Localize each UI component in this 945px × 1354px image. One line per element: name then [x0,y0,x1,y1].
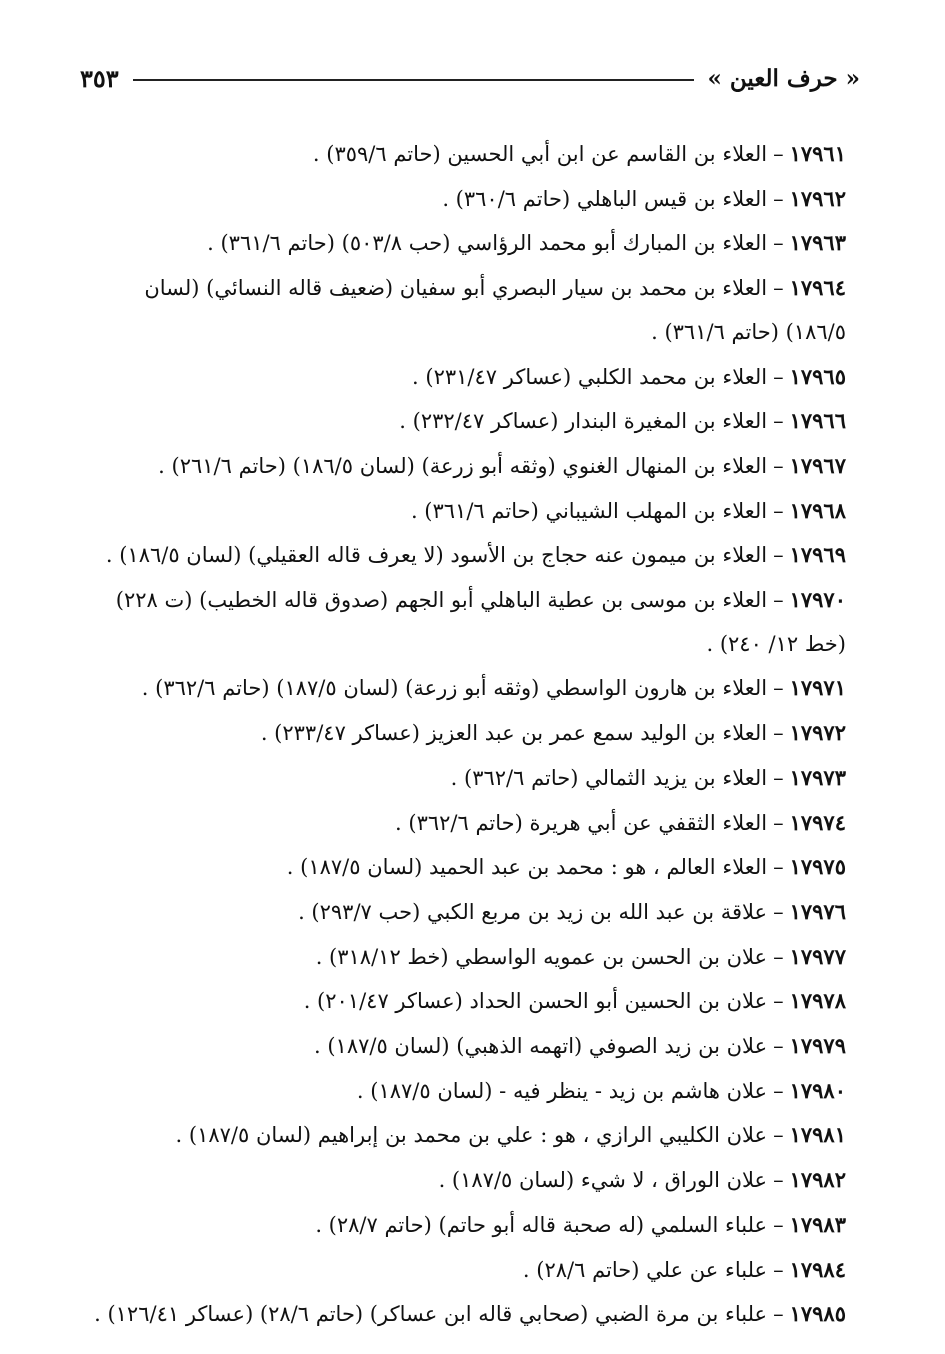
list-item [78,979,846,1024]
entry-number: ١٧٩٨٢ [789,1167,846,1193]
entry-text: العلاء بن القاسم عن ابن أبي الحسين (حاتم ٣٥٩/٦) . [312,142,768,166]
entry-separator: – [773,810,784,835]
entry-separator: – [773,588,784,613]
entry-number: ١٧٩٦٧ [789,452,846,478]
entry-text: علان بن زيد الصوفي (اتهمه الذهبي) (لسان ١٨٧/٥) . [314,1034,768,1059]
list-item [78,711,846,756]
entry-separator: – [773,1257,784,1282]
entry-number: ١٧٩٧٧ [789,943,846,969]
entry-separator: – [773,944,784,969]
entry-number: ١٧٩٨٥ [789,1301,846,1327]
entry-text: علان الوراق ، لا شيء (لسان ١٨٧/٥) . [438,1168,768,1193]
entry-separator: – [773,899,784,924]
entry-separator: – [773,1034,784,1059]
entry-separator: – [773,498,784,523]
entry-text: العلاء بن المغيرة البندار (عساكر ٢٣٢/٤٧) . [399,409,768,434]
entry-text: العلاء العالم ، هو : محمد بن عبد الحميد (لسان ١٨٧/٥) . [286,855,768,880]
list-item [78,1203,846,1248]
entry-number: ١٧٩٧٠ [789,587,846,613]
entry-separator: – [773,989,784,1014]
entry-text: علباء بن مرة الضبي (صحابي قاله ابن عساكر) (حاتم ٢٨/٦) (عساكر ١٢٦/٤١) . [94,1302,768,1327]
entry-number: ١٧٩٧٢ [789,720,846,746]
entry-text: العلاء بن يزيد الثمالي (حاتم ٣٦٢/٦) . [450,765,768,790]
entry-text: العلاء بن المنهال الغنوي (وثقه أبو زرعة) (لسان ١٨٦/٥) (حاتم ٢٦١/٦) . [158,453,768,478]
list-item [78,444,846,489]
entry-text: العلاء بن موسى بن عطية الباهلي أبو الجهم (صدوق قاله الخطيب) (ت ٢٢٨) (خط ١٢/ ٢٤٠) . [115,588,846,656]
list-item [78,1158,846,1203]
entry-separator: – [773,543,784,568]
header-rule [133,79,694,81]
page-number: ٣٥٣ [80,63,119,93]
list-item [78,399,846,444]
page-header [80,58,860,98]
entry-separator: – [773,364,784,389]
entry-separator: – [773,1168,784,1193]
entry-text: علان هاشم بن زيد - ينظر فيه - (لسان ١٨٧/٥) . [356,1078,768,1103]
list-item [78,355,846,400]
entry-separator: – [773,1212,784,1237]
entry-separator: – [773,453,784,478]
entry-text: العلاء بن الوليد سمع عمر بن عبد العزيز (عساكر ٢٣٣/٤٧) . [260,721,768,746]
list-item [78,1292,846,1337]
list-item [78,756,846,801]
list-item [78,266,846,354]
entry-number: ١٧٩٧٩ [789,1033,846,1059]
list-item [78,489,846,534]
entry-number: ١٧٩٦٥ [789,363,846,389]
entry-text: العلاء بن ميمون عنه حجاج بن الأسود (لا يعرف قاله العقيلي) (لسان ١٨٦/٥) . [105,543,768,568]
entry-number: ١٧٩٧٤ [789,809,846,835]
entry-separator: – [773,855,784,880]
entry-text: علان بن الحسن بن عمويه الواسطي (خط ٣١٨/١٢) . [315,944,768,969]
entry-text: علاقة بن عبد الله بن زيد بن مربع الكبي (حب ٢٩٣/٧) . [298,899,768,924]
entry-text: العلاء بن المبارك أبو محمد الرؤاسي (حب ٥٠٣/٨) (حاتم ٣٦١/٦) . [207,231,768,256]
entry-number: ١٧٩٦١ [789,141,846,166]
entry-text: العلاء بن قيس الباهلي (حاتم ٣٦٠/٦) . [442,186,768,211]
list-item [78,1113,846,1158]
list-item [78,666,846,711]
entry-number: ١٧٩٦٢ [789,185,846,211]
list-item [78,935,846,980]
entry-number: ١٧٩٧٣ [789,764,846,790]
entry-separator: – [773,1302,784,1327]
entry-text: العلاء الثقفي عن أبي هريرة (حاتم ٣٦٢/٦) . [395,810,768,835]
entry-number: ١٧٩٨١ [789,1122,846,1148]
entry-number: ١٧٩٧٦ [789,898,846,924]
entry-separator: – [773,1078,784,1103]
entry-separator: – [773,721,784,746]
list-item [78,132,846,177]
entry-separator: – [773,1123,784,1148]
entry-number: ١٧٩٧١ [789,675,846,701]
list-item [78,1024,846,1069]
entry-text: العلاء بن المهلب الشيباني (حاتم ٣٦١/٦) . [410,498,768,523]
entry-text: العلاء بن محمد بن سيار البصري أبو سفيان (ضعيف قاله النسائي) (لسان ١٨٦/٥) (حاتم ٣٦١/٦) . [144,276,846,344]
entry-separator: – [773,231,784,256]
entry-separator: – [773,142,784,166]
chapter-title: « حرف العين » [707,64,860,92]
list-item [78,221,846,266]
list-item [78,533,846,578]
entry-number: ١٧٩٨٣ [789,1211,846,1237]
list-item [78,177,846,222]
entry-number: ١٧٩٧٨ [789,988,846,1014]
entry-separator: – [773,409,784,434]
entry-text: علباء السلمي (له صحبة قاله أبو حاتم) (حاتم ٢٨/٧) . [315,1212,768,1237]
entry-number: ١٧٩٧٥ [789,854,846,880]
entry-number: ١٧٩٨٠ [789,1077,846,1103]
entry-separator: – [773,186,784,211]
entry-number: ١٧٩٦٨ [789,497,846,523]
entry-text: العلاء بن هارون الواسطي (وثقه أبو زرعة) (لسان ١٨٧/٥) (حاتم ٣٦٢/٦) . [141,676,768,701]
entry-separator: – [773,676,784,701]
list-item [78,1069,846,1114]
list-item [78,845,846,890]
entry-separator: – [773,276,784,301]
list-item [78,1248,846,1293]
entry-number: ١٧٩٦٩ [789,542,846,568]
list-item [78,890,846,935]
entry-number: ١٧٩٦٣ [789,230,846,256]
entry-text: علان بن الحسين أبو الحسن الحداد (عساكر ٢٠١/٤٧) . [303,989,768,1014]
entry-list [78,132,846,1337]
entry-number: ١٧٩٦٦ [789,408,846,434]
entry-number: ١٧٩٦٤ [789,275,846,301]
entry-text: العلاء بن محمد الكلبي (عساكر ٢٣١/٤٧) . [412,364,768,389]
entry-text: علباء عن علي (حاتم ٢٨/٦) . [522,1257,768,1282]
entry-number: ١٧٩٨٤ [789,1256,846,1282]
list-item [78,578,846,666]
list-item [78,801,846,846]
entry-separator: – [773,765,784,790]
entry-text: علان الكليبي الرازي ، هو : علي بن محمد بن إبراهيم (لسان ١٨٧/٥) . [175,1123,768,1148]
